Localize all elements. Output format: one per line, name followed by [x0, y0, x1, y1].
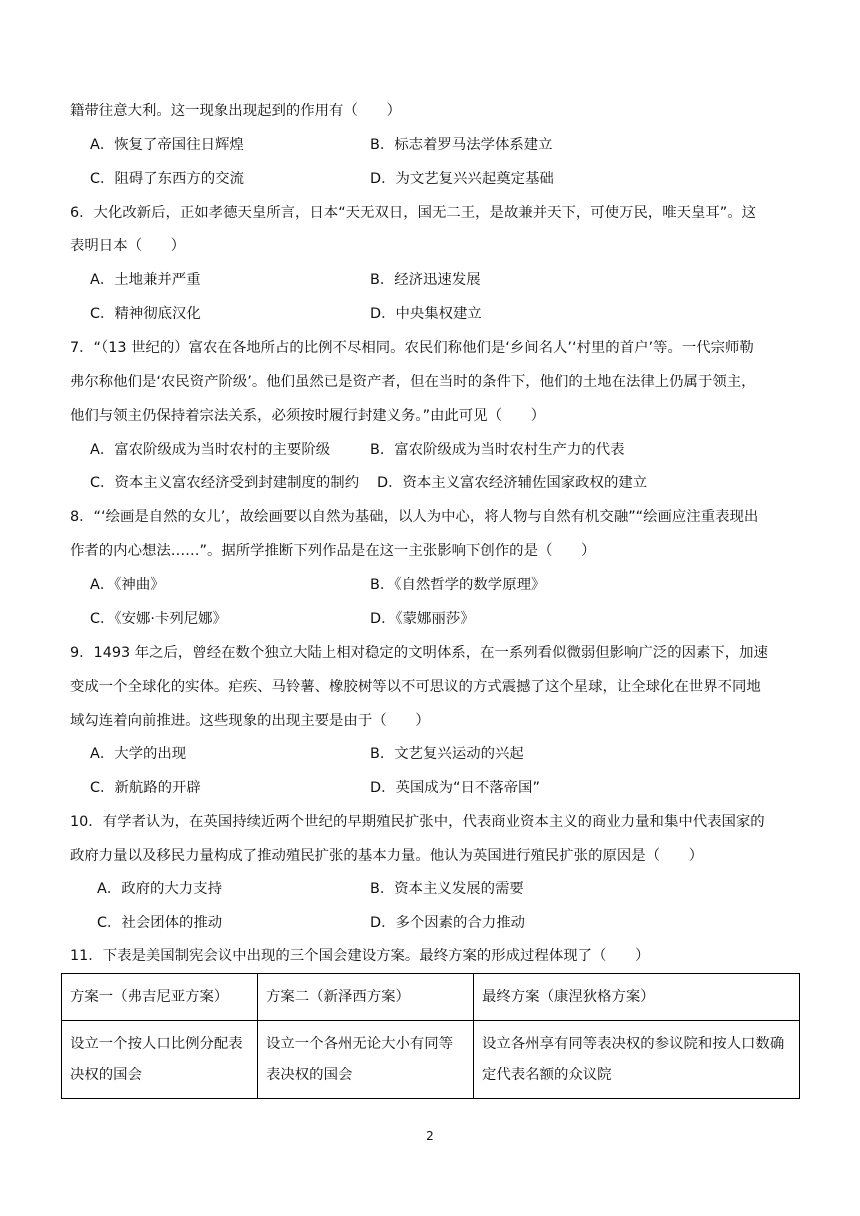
q7-stem-line-3: 他们与领主仍保持着宗法关系，必须按时履行封建义务。”由此可见（ ）	[70, 408, 546, 424]
table-header-row	[62, 974, 800, 1021]
table-cell-final-plan: 设立各州享有同等表决权的参议院和按人口数确定代表名额的众议院	[474, 1021, 800, 1099]
table-header-final-plan: 最终方案（康涅狄格方案）	[474, 974, 800, 1021]
q10-stem-line-1: 10．有学者认为，在英国持续近两个世纪的早期殖民扩张中，代表商业资本主义的商业力量和集中代表国家的	[70, 814, 765, 830]
q11-stem: 11．下表是美国制宪会议中出现的三个国会建设方案。最终方案的形成过程体现了（ ）	[70, 948, 650, 964]
q10-option-b: B．资本主义发展的需要	[370, 881, 524, 897]
q6-option-d: D．中央集权建立	[370, 306, 482, 322]
q8-option-b: B．《自然哲学的数学原理》	[370, 577, 546, 593]
table-header-plan-2: 方案二（新泽西方案）	[258, 974, 474, 1021]
q9-option-c: C．新航路的开辟	[90, 780, 201, 796]
q8-stem-line-2: 作者的内心想法……”。据所学推断下列作品是在这一主张影响下创作的是（ ）	[70, 543, 596, 559]
q5-option-d: D．为文艺复兴兴起奠定基础	[370, 171, 554, 187]
q7-option-d: D．资本主义富农经济辅佐国家政权的建立	[377, 475, 648, 491]
q5-option-c: C．阻碍了东西方的交流	[90, 171, 244, 187]
q7-option-b: B．富农阶级成为当时农村生产力的代表	[370, 442, 625, 458]
q10-option-c: C．社会团体的推动	[97, 915, 223, 931]
q9-stem-line-1: 9．1493 年之后，曾经在数个独立大陆上相对稳定的文明体系，在一系列看似微弱但影响广泛的因素下，加速	[70, 645, 768, 661]
page-number: 2	[426, 1129, 434, 1143]
q7-stem-line-2: 弗尔称他们是‘农民资产阶级’。他们虽然已是资产者，但在当时的条件下，他们的土地在法律上仍属于领主，	[70, 374, 756, 390]
q6-stem-line-1: 6．大化改新后，正如孝德天皇所言，日本“天无双日，国无二王，是故兼并天下，可使万民，唯天皇耳”。这	[70, 205, 757, 221]
q7-option-c: C．资本主义富农经济受到封建制度的制约	[90, 475, 360, 491]
q10-option-d: D．多个因素的合力推动	[370, 915, 525, 931]
table-row	[62, 1021, 800, 1099]
q10-option-a: A．政府的大力支持	[97, 881, 222, 897]
q5-option-a: A．恢复了帝国往日辉煌	[90, 137, 244, 153]
q7-stem-line-1: 7．“（13 世纪的）富农在各地所占的比例不尽相同。农民们称他们是‘乡间名人’‘村里的首户’等。一代宗师勒	[70, 340, 754, 356]
q9-stem-line-2: 变成一个全球化的实体。疟疾、马铃薯、橡胶树等以不可思议的方式震撼了这个星球，让全球化在世界不同地	[70, 679, 761, 695]
q9-option-d: D．英国成为“日不落帝国”	[370, 780, 540, 796]
table-header-plan-1: 方案一（弗吉尼亚方案）	[62, 974, 258, 1021]
congress-plans-table	[61, 973, 800, 1099]
q8-option-d: D．《蒙娜丽莎》	[370, 611, 475, 627]
q10-stem-line-2: 政府力量以及移民力量构成了推动殖民扩张的基本力量。他认为英国进行殖民扩张的原因是（ ）	[70, 848, 704, 864]
q9-stem-line-3: 域勾连着向前推进。这些现象的出现主要是由于（ ）	[70, 713, 430, 729]
q9-option-b: B．文艺复兴运动的兴起	[370, 746, 524, 762]
q6-stem-line-2: 表明日本（ ）	[70, 238, 186, 254]
q7-option-a: A．富农阶级成为当时农村的主要阶级	[90, 442, 331, 458]
q5-stem-tail: 籍带往意大利。这一现象出现起到的作用有（ ）	[70, 103, 401, 119]
q6-option-c: C．精神彻底汉化	[90, 306, 201, 322]
q6-option-a: A．土地兼并严重	[90, 272, 201, 288]
q5-option-b: B．标志着罗马法学体系建立	[370, 137, 553, 153]
q8-option-c: C．《安娜·卡列尼娜》	[90, 611, 227, 627]
q8-stem-line-1: 8．“‘绘画是自然的女儿’，故绘画要以自然为基础，以人为中心，将人物与自然有机交融”“绘画应注重表现出	[70, 509, 759, 525]
table-cell-plan-2: 设立一个各州无论大小有同等表决权的国会	[258, 1021, 474, 1099]
table-cell-plan-1: 设立一个按人口比例分配表决权的国会	[62, 1021, 258, 1099]
q8-option-a: A．《神曲》	[90, 577, 165, 593]
q9-option-a: A．大学的出现	[90, 746, 187, 762]
q6-option-b: B．经济迅速发展	[370, 272, 481, 288]
